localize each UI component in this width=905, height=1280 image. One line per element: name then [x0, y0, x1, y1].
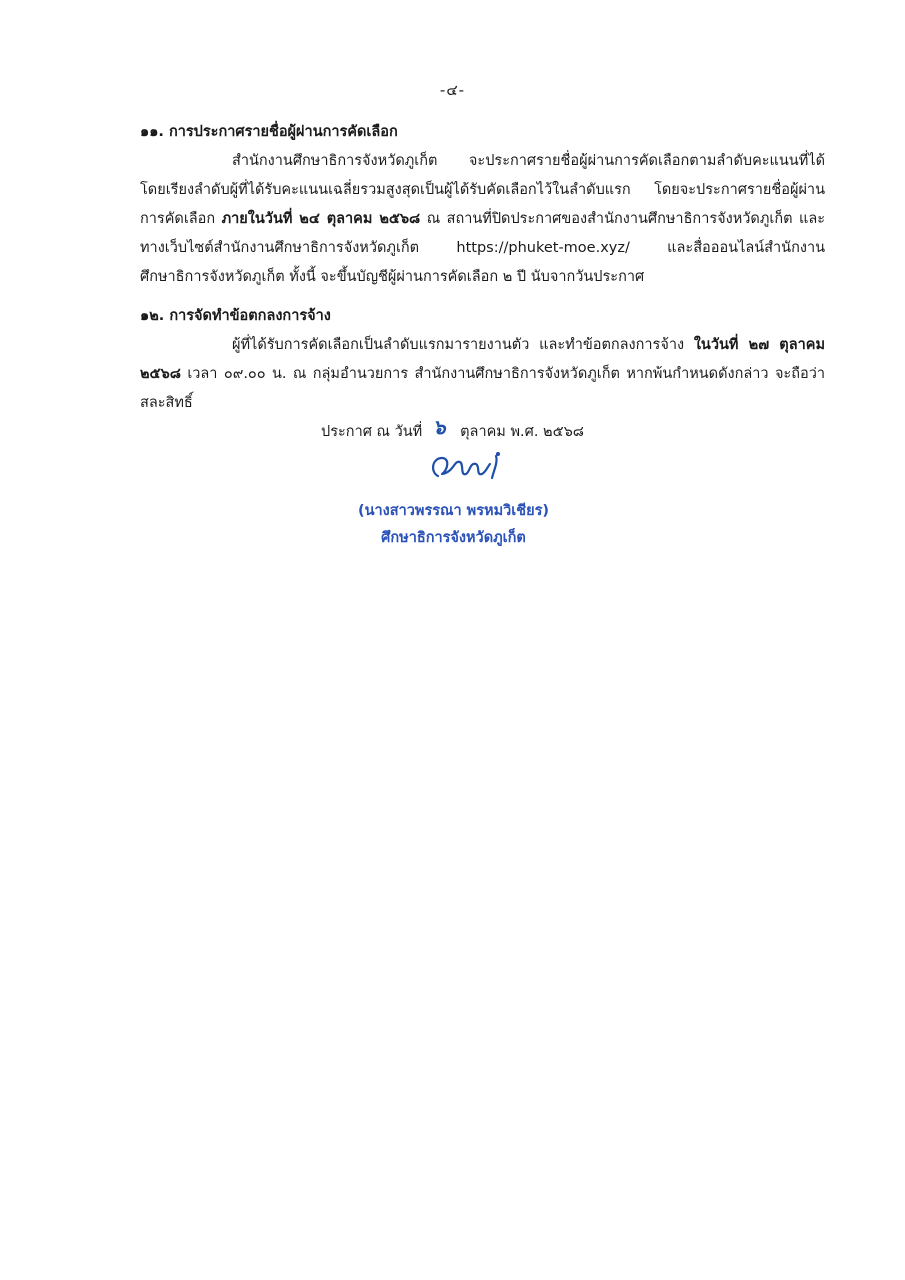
date-prefix: ประกาศ ณ วันที่: [321, 424, 423, 440]
section-11-text-2: ณ สถานที่ปิดประกาศของสำนักงานศึกษาธิการจังหวัดภูเก็ต และทางเว็บไซต์สำนักงานศึกษาธิการจังหวัดภูเก็ต https://phuket-moe.xyz/ และสื่อออนไลน์สำนักงานศึกษาธิการจังหวัดภูเก็ต ทั้งนี้ จะขึ้นบัญชีผู้ผ่านการคัดเลือก ๒ ปี นับจากวันประกาศ: [140, 211, 826, 285]
signer-position: ศึกษาธิการจังหวัดภูเก็ต: [381, 530, 526, 546]
section-11-paragraph: [140, 147, 825, 292]
page-number: -๔-: [439, 81, 466, 99]
signer-block: [0, 498, 905, 552]
section-11-text-1: สำนักงานศึกษาธิการจังหวัดภูเก็ต จะประกาศรายชื่อผู้ผ่านการคัดเลือกตามลำดับคะแนนที่ได้ โดยเรียงลำดับผู้ที่ได้รับคะแนนเฉลี่ยรวมสูงสุดเป็นผู้ได้รับคัดเลือกไว้ในลำดับแรก โดยจะประกาศรายชื่อผู้ผ่านการคัดเลือก: [140, 153, 825, 227]
section-12-heading: ๑๒. การจัดทำข้อตกลงการจ้าง: [140, 308, 331, 324]
handwritten-day: ๖: [432, 415, 446, 439]
date-suffix: ตุลาคม พ.ศ. ๒๕๖๘: [460, 424, 584, 440]
section-12-text-2: เวลา ๐๙.๐๐ น. ณ กลุ่มอำนวยการ สำนักงานศึกษาธิการจังหวัดภูเก็ต หากพ้นกำหนดดังกล่าว จะถือว่าสละสิทธิ์: [140, 366, 825, 411]
handwritten-signature: [424, 446, 514, 490]
document-body: [140, 118, 825, 418]
section-12-report-date: ในวันที่ ๒๗ ตุลาคม ๒๕๖๘: [140, 337, 825, 382]
signer-name: (นางสาวพรรณา พรหมวิเชียร): [358, 503, 549, 519]
section-12-paragraph: [140, 331, 825, 418]
section-11-announce-date: ภายในวันที่ ๒๔ ตุลาคม ๒๕๖๘: [221, 211, 421, 227]
announcement-date-line: [0, 413, 905, 445]
section-11-heading: ๑๑. การประกาศรายชื่อผู้ผ่านการคัดเลือก: [140, 124, 398, 140]
section-12-text-1: ผู้ที่ได้รับการคัดเลือกเป็นลำดับแรกมารายงานตัว และทำข้อตกลงการจ้าง: [232, 337, 694, 353]
